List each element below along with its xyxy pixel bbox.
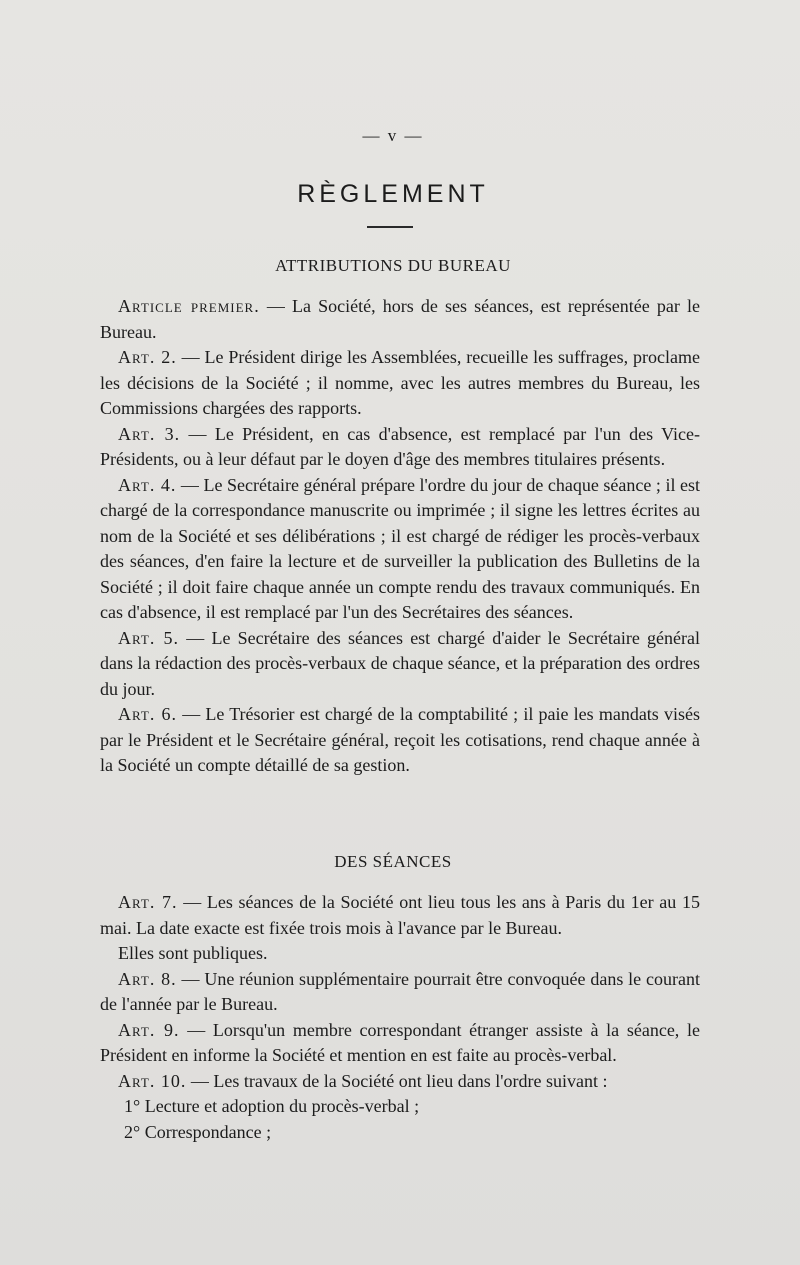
article <box>100 626 700 703</box>
article <box>100 702 700 779</box>
section-body-seances <box>100 890 700 1145</box>
article-text: — La Société, hors de ses séances, est représentée par le Bureau. <box>100 296 701 342</box>
article-text: — Les séances de la Société ont lieu tous les ans à Paris du 1er au 15 mai. La date exacte est fixée trois mois à l'avance par le Bureau. <box>100 892 700 938</box>
article-text: — Le Secrétaire des séances est chargé d'aider le Secrétaire général dans la rédaction des procès-verbaux de chaque séance, et la préparation des ordres du jour. <box>100 627 700 699</box>
article-label: Art. 4. <box>118 474 177 495</box>
article-label: Art. 10. <box>118 1070 187 1091</box>
article-text: — Lorsqu'un membre correspondant étranger assiste à la séance, le Président en informe la Société et mention en est faite au procès-verbal. <box>100 1019 700 1065</box>
title-divider <box>367 226 413 228</box>
article <box>100 941 700 967</box>
article-label: Art. 2. <box>118 347 177 367</box>
article-label: Art. 6. <box>118 704 178 724</box>
article <box>100 473 700 626</box>
page-number: — v — <box>362 126 424 145</box>
section-heading-bureau: ATTRIBUTIONS DU BUREAU <box>275 256 511 275</box>
article <box>100 1069 700 1095</box>
article-text: — Le Président dirige les Assemblées, recueille les suffrages, proclame les décisions de la Société ; il nomme, avec les autres membres du Bureau, les Commissions chargées des rapports. <box>100 347 700 418</box>
article <box>100 890 700 941</box>
article-text: — Le Président, en cas d'absence, est remplacé par l'un des Vice-Présidents, ou à leur défaut par le doyen d'âge des membres titulaires présents. <box>100 423 700 469</box>
article-label: Art. 5. <box>118 627 180 648</box>
article-text: Elles sont publiques. <box>118 943 268 963</box>
article-text: — Une réunion supplémentaire pourrait être convoquée dans le courant de l'année par le Bureau. <box>100 968 700 1014</box>
article-label: Art. 7. <box>118 892 178 912</box>
list-item: 2° Correspondance ; <box>124 1121 272 1142</box>
article <box>100 345 700 422</box>
article <box>100 422 700 473</box>
article-text: — Le Trésorier est chargé de la comptabilité ; il paie les mandats visés par le Président et le Secrétaire général, reçoit les cotisations, rend chaque année à la Société un compte détaillé de sa gestion. <box>100 704 700 775</box>
article-label: Art. 9. <box>118 1019 180 1040</box>
article <box>100 1018 700 1069</box>
article-label: Art. 3. <box>118 423 181 444</box>
article-text: — Les travaux de la Société ont lieu dans l'ordre suivant : <box>186 1070 608 1091</box>
list-item: 1° Lecture et adoption du procès-verbal ; <box>124 1096 420 1116</box>
article-text: — Le Secrétaire général prépare l'ordre du jour de chaque séance ; il est chargé de la correspondance manuscrite ou imprimée ; il signe les lettres écrites au nom de la Société et ses délibérations ; il est chargé de rédiger les procès-verbaux des séances, d'en faire la lecture et de surveiller la publication des Bulletins de la Société ; il doit faire chaque année un compte rendu des travaux communiqués. En cas d'absence, il est remplacé par l'un des Secrétaires des séances. <box>100 474 700 622</box>
section-body-bureau <box>100 294 700 779</box>
page-title: RÈGLEMENT <box>297 180 489 208</box>
article-label: Article premier. <box>118 296 260 316</box>
article-label: Art. 8. <box>118 968 177 989</box>
article <box>100 967 700 1018</box>
section-heading-seances: DES SÉANCES <box>334 852 452 871</box>
article <box>100 294 700 345</box>
